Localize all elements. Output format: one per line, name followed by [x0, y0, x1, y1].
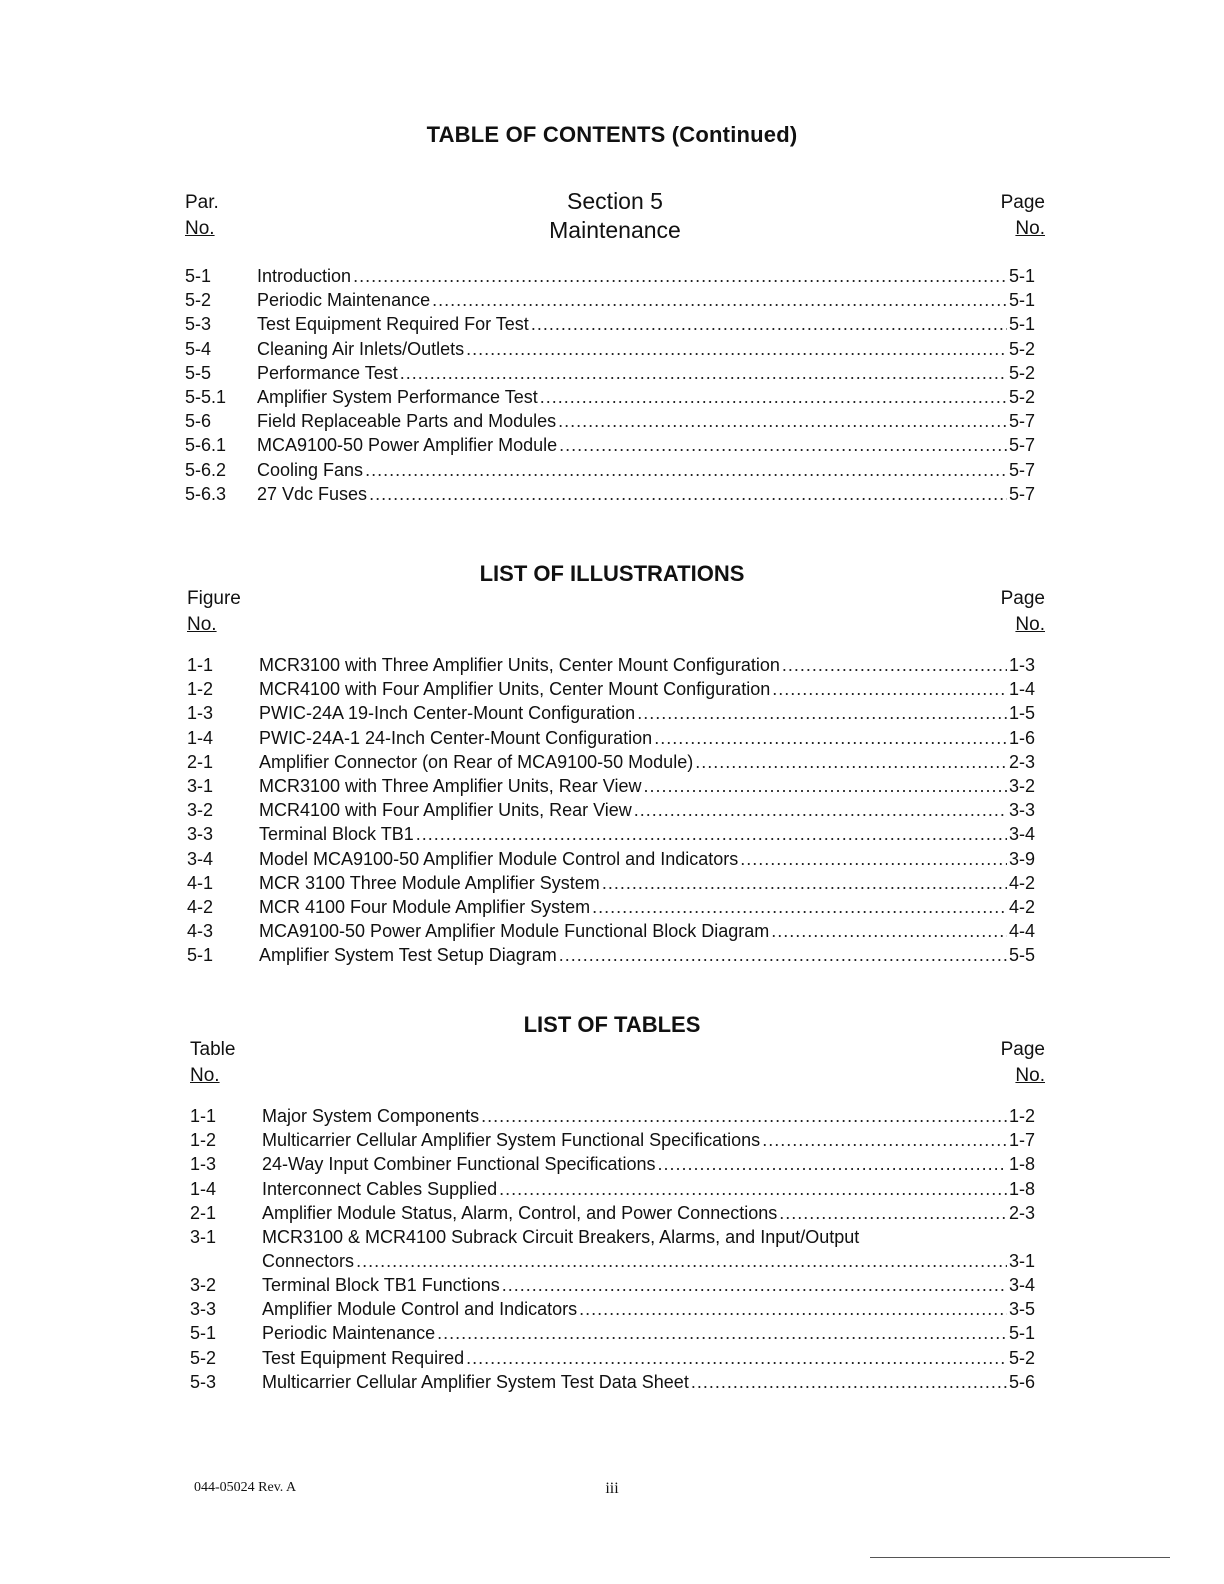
toc-entry — [187, 701, 1045, 725]
entry-body — [257, 433, 1035, 457]
toc-entries — [185, 264, 1045, 506]
dot-leader — [695, 750, 1007, 774]
entry-page: 1-8 — [1008, 1178, 1035, 1199]
entry-number: 3-2 — [190, 1274, 217, 1295]
entry-page: 4-2 — [1008, 872, 1035, 893]
entry-body — [259, 847, 1035, 871]
entry-body — [262, 1177, 1035, 1201]
entry-number: 5-5 — [185, 362, 212, 383]
par-no-label: No. — [185, 218, 215, 239]
entry-body — [259, 653, 1035, 677]
entry-label: Multicarrier Cellular Amplifier System Functional Specifications — [262, 1130, 761, 1151]
entry-body — [259, 798, 1035, 822]
entry-body — [257, 458, 1035, 482]
entry-page: 3-2 — [1008, 775, 1035, 796]
entry-number: 2-1 — [190, 1202, 217, 1223]
toc-entry — [185, 482, 1045, 506]
entry-label: 27 Vdc Fuses — [257, 483, 368, 504]
entry-page: 2-3 — [1008, 1202, 1035, 1223]
entry-body — [259, 726, 1035, 750]
page-title: TABLE OF CONTENTS (Continued) — [426, 122, 798, 147]
dot-leader — [740, 847, 1007, 871]
toc-entry — [187, 726, 1045, 750]
toc-entry — [187, 943, 1045, 967]
entry-body — [257, 361, 1035, 385]
entry-page: 1-6 — [1008, 727, 1035, 748]
entry-number: 4-2 — [187, 896, 214, 917]
page-label: Page — [1000, 1039, 1045, 1060]
entry-label: Test Equipment Required — [262, 1347, 465, 1368]
entry-label: Major System Components — [262, 1106, 480, 1126]
entry-number: 5-6.2 — [185, 459, 227, 480]
dot-leader — [643, 774, 1007, 798]
entry-page: 3-5 — [1008, 1299, 1035, 1320]
dot-leader — [637, 701, 1007, 725]
entry-label: Amplifier System Performance Test — [257, 386, 538, 407]
entry-page: 5-7 — [1008, 435, 1035, 456]
dot-leader — [559, 433, 1007, 457]
dot-leader — [499, 1177, 1007, 1201]
toc-entry — [185, 288, 1045, 312]
dot-leader — [481, 1104, 1007, 1128]
entry-body — [262, 1346, 1035, 1370]
entry-body — [262, 1321, 1035, 1345]
entry-body — [257, 312, 1035, 336]
toc-entry — [187, 847, 1045, 871]
entry-body — [259, 774, 1035, 798]
entry-page: 1-4 — [1008, 679, 1035, 700]
entry-label: Connectors — [262, 1250, 355, 1271]
entry-number: 4-3 — [187, 921, 214, 942]
entry-body — [259, 750, 1035, 774]
dot-leader — [540, 385, 1007, 409]
entry-page: 5-7 — [1008, 411, 1035, 432]
entry-page: 5-5 — [1008, 945, 1035, 966]
toc-entry — [187, 653, 1045, 677]
entry-number: 3-2 — [187, 800, 214, 821]
entry-page: 5-6 — [1008, 1371, 1035, 1392]
entry-body — [259, 822, 1035, 846]
entry-number: 5-1 — [190, 1323, 217, 1344]
entry-page: 3-3 — [1008, 800, 1035, 821]
entry-label: Amplifier Module Status, Alarm, Control, and Power Connections — [262, 1202, 778, 1223]
section-heading: Section 5 — [567, 188, 663, 214]
entry-page: 5-1 — [1008, 1323, 1035, 1344]
entry-label: Multicarrier Cellular Amplifier System Test Data Sheet — [262, 1371, 689, 1392]
toc-entry — [190, 1104, 1045, 1128]
toc-entry — [190, 1273, 1045, 1297]
toc-entry — [185, 264, 1045, 288]
entry-body — [262, 1249, 1035, 1273]
entry-number: 1-3 — [187, 703, 214, 724]
illustrations-header — [187, 588, 1045, 646]
entry-page: 3-9 — [1008, 848, 1035, 869]
entry-label: MCR3100 with Three Amplifier Units, Center Mount Configuration — [259, 655, 780, 675]
page-no-label: No. — [1015, 218, 1045, 239]
toc-entry — [190, 1177, 1045, 1201]
entry-label: 24-Way Input Combiner Functional Specifications — [262, 1154, 656, 1175]
entry-page: 5-1 — [1008, 266, 1035, 286]
toc-entry — [185, 458, 1045, 482]
entry-page: 5-1 — [1008, 290, 1035, 311]
entry-label: Amplifier Connector (on Rear of MCA9100-50 Module) — [259, 751, 694, 772]
toc-entry — [190, 1128, 1045, 1152]
entry-body — [262, 1273, 1035, 1297]
entry-page: 5-2 — [1008, 386, 1035, 407]
entry-body — [262, 1152, 1035, 1176]
dot-leader — [772, 677, 1007, 701]
toc-entry — [185, 385, 1045, 409]
dot-leader — [466, 337, 1007, 361]
entry-number: 1-4 — [190, 1178, 217, 1199]
dot-leader — [416, 822, 1007, 846]
dot-leader — [559, 943, 1007, 967]
entry-body — [259, 919, 1035, 943]
entry-page: 1-8 — [1008, 1154, 1035, 1175]
entry-label-line1: MCR3100 & MCR4100 Subrack Circuit Breakers, Alarms, and Input/Output — [262, 1226, 860, 1247]
entry-body — [257, 409, 1035, 433]
toc-entry — [187, 871, 1045, 895]
document-number: 044-05024 Rev. A — [194, 1480, 297, 1495]
dot-leader — [782, 653, 1007, 677]
tables-header — [190, 1039, 1045, 1097]
entry-page: 4-2 — [1008, 896, 1035, 917]
entry-label: Periodic Maintenance — [257, 290, 431, 311]
toc-entry — [185, 433, 1045, 457]
entry-number: 2-1 — [187, 751, 214, 772]
page-no-label: No. — [1015, 1065, 1045, 1086]
entry-number: 5-3 — [185, 314, 212, 335]
entry-body — [259, 943, 1035, 967]
section-subheading: Maintenance — [549, 217, 681, 243]
entry-body — [262, 1297, 1035, 1321]
dot-leader — [592, 895, 1007, 919]
page-number: iii — [605, 1480, 619, 1497]
entry-body — [262, 1104, 1035, 1128]
illustration-entries — [187, 653, 1045, 967]
toc-entry — [187, 750, 1045, 774]
dot-leader — [400, 361, 1007, 385]
toc-section-5 — [185, 188, 1045, 506]
entry-number: 1-4 — [187, 727, 214, 748]
entry-page: 4-4 — [1008, 921, 1035, 942]
entry-body — [257, 385, 1035, 409]
entry-page: 3-4 — [1008, 1274, 1035, 1295]
tables-title: LIST OF TABLES — [523, 1012, 701, 1037]
illustrations-title: LIST OF ILLUSTRATIONS — [479, 561, 745, 586]
entry-body — [259, 871, 1035, 895]
entry-body — [262, 1128, 1035, 1152]
toc-entry — [190, 1346, 1045, 1370]
entry-label: Periodic Maintenance — [262, 1323, 436, 1344]
entry-body — [257, 264, 1035, 288]
dot-leader — [579, 1297, 1007, 1321]
entry-number: 3-3 — [187, 824, 214, 845]
dot-leader — [558, 409, 1007, 433]
entry-number: 5-1 — [185, 266, 212, 286]
entry-number: 4-1 — [187, 872, 214, 893]
entry-label: Model MCA9100-50 Amplifier Module Control and Indicators — [259, 848, 739, 869]
entry-number: 1-1 — [190, 1106, 217, 1126]
illustrations-section — [187, 588, 1045, 967]
entry-number: 3-3 — [190, 1299, 217, 1320]
entry-label: Interconnect Cables Supplied — [262, 1178, 498, 1199]
entry-page: 5-7 — [1008, 483, 1035, 504]
dot-leader — [432, 288, 1007, 312]
bottom-scan-line — [870, 1557, 1170, 1558]
entry-body — [257, 337, 1035, 361]
entry-page: 3-4 — [1008, 824, 1035, 845]
entry-page: 5-7 — [1008, 459, 1035, 480]
entry-body — [259, 677, 1035, 701]
page-label: Page — [1000, 192, 1045, 213]
figure-no-label: No. — [187, 614, 217, 635]
toc-entry — [187, 895, 1045, 919]
dot-leader — [602, 871, 1007, 895]
entry-label: MCR 4100 Four Module Amplifier System — [259, 896, 591, 917]
entry-number: 5-4 — [185, 338, 212, 359]
toc-entry — [185, 361, 1045, 385]
table-entries — [190, 1104, 1045, 1394]
entry-page: 2-3 — [1008, 751, 1035, 772]
entry-page: 5-1 — [1008, 314, 1035, 335]
toc-entry — [187, 677, 1045, 701]
toc-entry — [187, 822, 1045, 846]
toc-entry — [185, 337, 1045, 361]
toc-entry — [190, 1370, 1045, 1394]
table-no-label: No. — [190, 1065, 220, 1086]
dot-leader — [502, 1273, 1007, 1297]
entry-label: Amplifier Module Control and Indicators — [262, 1299, 578, 1320]
entry-label: MCA9100-50 Power Amplifier Module — [257, 435, 558, 456]
entry-body — [257, 288, 1035, 312]
entry-page: 1-2 — [1008, 1106, 1035, 1126]
entry-label: Cooling Fans — [257, 459, 364, 480]
entry-number: 1-2 — [187, 679, 214, 700]
entry-page: 1-5 — [1008, 703, 1035, 724]
dot-leader — [356, 1249, 1007, 1273]
dot-leader — [365, 458, 1007, 482]
entry-label: Test Equipment Required For Test — [257, 314, 529, 335]
entry-body — [262, 1370, 1035, 1394]
toc-entry — [185, 409, 1045, 433]
tables-section — [190, 1039, 1045, 1394]
dot-leader — [353, 264, 1007, 288]
entry-label: MCA9100-50 Power Amplifier Module Functional Block Diagram — [259, 921, 770, 942]
dot-leader — [691, 1370, 1007, 1394]
entry-body — [257, 482, 1035, 506]
entry-label: Field Replaceable Parts and Modules — [257, 411, 557, 432]
toc-entry — [185, 312, 1045, 336]
table-label: Table — [190, 1039, 236, 1060]
dot-leader — [634, 798, 1007, 822]
entry-label: MCR4100 with Four Amplifier Units, Center Mount Configuration — [259, 679, 771, 700]
entry-number: 5-2 — [190, 1347, 217, 1368]
entry-page: 5-2 — [1008, 362, 1035, 383]
toc-entry — [187, 774, 1045, 798]
entry-number: 5-5.1 — [185, 386, 227, 407]
entry-label: Amplifier System Test Setup Diagram — [259, 945, 557, 966]
toc-entry — [190, 1225, 1045, 1273]
entry-page: 5-2 — [1008, 1347, 1035, 1368]
dot-leader — [437, 1321, 1007, 1345]
toc-entry — [190, 1152, 1045, 1176]
entry-number: 5-1 — [187, 945, 214, 966]
entry-label: PWIC-24A-1 24-Inch Center-Mount Configuration — [259, 727, 653, 748]
entry-page: 1-3 — [1008, 655, 1035, 675]
toc-header — [185, 188, 1045, 250]
entry-label: MCR3100 with Three Amplifier Units, Rear View — [259, 775, 642, 796]
entry-body — [259, 895, 1035, 919]
page-no-label: No. — [1015, 614, 1045, 635]
entry-label: Terminal Block TB1 — [259, 824, 414, 845]
dot-leader — [771, 919, 1007, 943]
toc-entry — [187, 919, 1045, 943]
figure-label: Figure — [187, 588, 241, 609]
entry-body — [259, 701, 1035, 725]
entry-number: 5-2 — [185, 290, 212, 311]
entry-number: 1-1 — [187, 655, 214, 675]
toc-entry — [190, 1201, 1045, 1225]
entry-label: MCR 3100 Three Module Amplifier System — [259, 872, 600, 893]
dot-leader — [369, 482, 1007, 506]
toc-entry — [190, 1297, 1045, 1321]
entry-page: 1-7 — [1008, 1130, 1035, 1151]
entry-number: 5-6 — [185, 411, 212, 432]
page-label: Page — [1000, 588, 1045, 609]
entry-label: Cleaning Air Inlets/Outlets — [257, 338, 465, 359]
toc-entry — [187, 798, 1045, 822]
dot-leader — [531, 312, 1007, 336]
dot-leader — [654, 726, 1007, 750]
entry-label: MCR4100 with Four Amplifier Units, Rear View — [259, 800, 632, 821]
toc-entry — [190, 1321, 1045, 1345]
entry-label: PWIC-24A 19-Inch Center-Mount Configuration — [259, 703, 636, 724]
dot-leader — [779, 1201, 1007, 1225]
entry-number: 5-6.1 — [185, 435, 227, 456]
entry-number: 3-4 — [187, 848, 214, 869]
entry-page: 3-1 — [1008, 1250, 1035, 1271]
entry-label: Introduction — [257, 266, 352, 286]
entry-number: 1-3 — [190, 1154, 217, 1175]
dot-leader — [658, 1152, 1007, 1176]
entry-page: 5-2 — [1008, 338, 1035, 359]
par-label: Par. — [185, 192, 219, 213]
entry-number: 3-1 — [190, 1226, 217, 1247]
entry-number: 5-3 — [190, 1371, 217, 1392]
entry-number: 5-6.3 — [185, 483, 227, 504]
dot-leader — [466, 1346, 1007, 1370]
entry-number: 3-1 — [187, 775, 214, 796]
entry-label: Terminal Block TB1 Functions — [262, 1274, 500, 1295]
entry-label: Performance Test — [257, 362, 398, 383]
dot-leader — [762, 1128, 1007, 1152]
entry-number: 1-2 — [190, 1130, 217, 1151]
entry-body — [262, 1201, 1035, 1225]
